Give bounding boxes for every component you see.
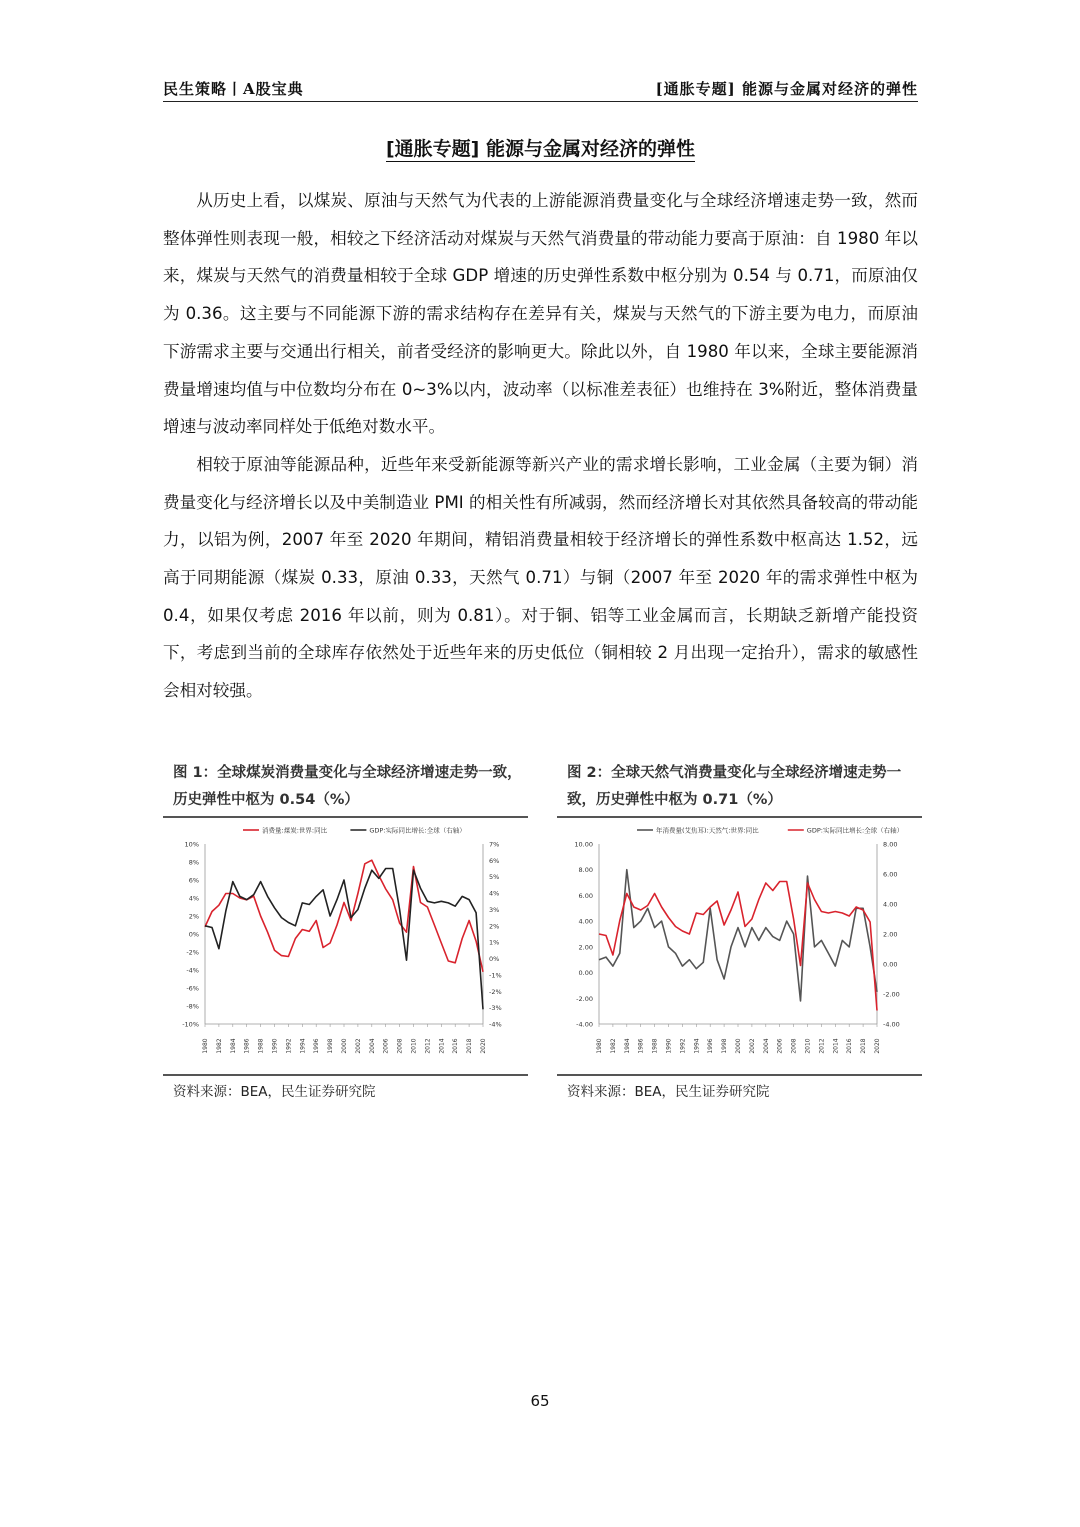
- y-tick-label-left: 8%: [188, 858, 199, 867]
- x-tick-label: 1998: [721, 1038, 729, 1054]
- y-tick-label-left: -2%: [186, 948, 199, 957]
- x-tick-label: 2004: [368, 1038, 376, 1054]
- y-tick-label-right: 4%: [489, 889, 500, 898]
- x-tick-label: 2010: [804, 1038, 812, 1054]
- y-tick-label-right: 6.00: [883, 870, 898, 879]
- y-tick-label-left: 2%: [188, 912, 199, 921]
- x-tick-label: 2012: [424, 1038, 432, 1054]
- x-tick-label: 2014: [832, 1038, 840, 1054]
- y-tick-label-left: -2.00: [576, 994, 593, 1003]
- y-tick-label-right: 4.00: [883, 900, 898, 909]
- y-tick-label-right: 7%: [489, 840, 500, 849]
- x-tick-label: 1990: [271, 1038, 279, 1054]
- x-tick-label: 1992: [679, 1038, 687, 1054]
- chart-container: [163, 816, 528, 1076]
- header-series-title: 民生策略丨A股宝典: [163, 80, 304, 98]
- x-tick-label: 1984: [623, 1038, 631, 1054]
- paragraph: 相较于原油等能源品种，近些年来受新能源等新兴产业的需求增长影响，工业金属（主要为铜）消费量变化与经济增长以及中美制造业 PMI 的相关性有所减弱，然而经济增长对其依然具备较高的带动能力，以铝为例，2007 年至 2020 年期间，精铝消费量相较于经济增长的弹性系数中枢高达 1.52，远高于同期能源（煤炭 0.33，原油 0.33，天然气 0.71）与铜（2007 年至 2020 年的需求弹性中枢为 0.4，如果仅考虑 2016 年以前，则为 0.81）。对于铜、铝等工业金属而言，长期缺乏新增产能投资下，考虑到当前的全球库存依然处于近些年来的历史低位（铜相较 2 月出现一定抬升），需求的敏感性会相对较强。: [163, 454, 918, 701]
- x-tick-label: 1998: [327, 1038, 335, 1054]
- x-tick-label: 2000: [735, 1038, 742, 1054]
- x-tick-label: 1984: [229, 1038, 237, 1054]
- y-tick-label-right: 3%: [489, 905, 500, 914]
- paragraph: 从历史上看，以煤炭、原油与天然气为代表的上游能源消费量变化与全球经济增速走势一致，然而整体弹性则表现一般，相较之下经济活动对煤炭与天然气消费量的带动能力要高于原油：自 1980 年以来，煤炭与天然气的消费量相较于全球 GDP 增速的历史弹性系数中枢分别为 0.54 与 0.71，而原油仅为 0.36。这主要与不同能源下游的需求结构存在差异有关，煤炭与天然气的下游主要为电力，而原油下游需求主要与交通出行相关，前者受经济的影响更大。除此以外，自 1980 年以来，全球主要能源消费量增速均值与中位数均分布在 0~3%以内，波动率（以标准差表征）也维持在 3%附近，整体消费量增速与波动率同样处于低绝对数水平。: [163, 191, 918, 437]
- figure-2: [557, 760, 922, 1100]
- y-tick-label-left: -6%: [186, 984, 199, 993]
- y-tick-label-left: 10%: [184, 840, 199, 849]
- x-tick-label: 1988: [257, 1038, 265, 1054]
- y-tick-label-left: -8%: [186, 1002, 199, 1011]
- x-tick-label: 2004: [762, 1038, 770, 1054]
- y-tick-label-right: -4.00: [883, 1020, 900, 1029]
- y-tick-label-right: 0%: [489, 955, 500, 964]
- x-tick-label: 2000: [341, 1038, 348, 1054]
- y-tick-label-right: 8.00: [883, 840, 898, 849]
- legend-label: 消费量:煤炭:世界:同比: [262, 826, 328, 835]
- x-tick-label: 2012: [818, 1038, 826, 1054]
- series-line-1: [599, 882, 877, 1011]
- x-tick-label: 2006: [776, 1038, 784, 1054]
- x-tick-label: 2020: [480, 1038, 487, 1054]
- running-header: [163, 74, 918, 102]
- x-tick-label: 2008: [396, 1038, 404, 1054]
- figure-source: 资料来源：BEA，民生证券研究院: [173, 1084, 376, 1100]
- y-tick-label-right: 2%: [489, 922, 500, 931]
- x-tick-label: 2018: [466, 1038, 474, 1054]
- y-tick-label-left: 8.00: [578, 866, 593, 875]
- figure-source: 资料来源：BEA，民生证券研究院: [567, 1084, 770, 1100]
- y-tick-label-left: 6%: [188, 876, 199, 885]
- y-tick-label-left: 2.00: [578, 943, 593, 952]
- x-tick-label: 1990: [665, 1038, 673, 1054]
- series-line-0: [205, 860, 483, 972]
- y-tick-label-left: 0%: [188, 930, 199, 939]
- x-tick-label: 2018: [860, 1038, 868, 1054]
- page-number: 65: [530, 1392, 550, 1410]
- chart-gas-vs-gdp: [557, 818, 922, 1074]
- x-tick-label: 2016: [846, 1038, 854, 1054]
- x-tick-label: 1986: [637, 1038, 645, 1054]
- figure-caption: 图 1：全球煤炭消费量变化与全球经济增速走势一致，历史弹性中枢为 0.54（%）: [173, 765, 522, 808]
- chart-container: [557, 816, 922, 1076]
- y-tick-label-left: 6.00: [578, 891, 593, 900]
- article-title-text: [通胀专题] 能源与金属对经济的弹性: [386, 138, 695, 160]
- x-tick-label: 1994: [693, 1038, 701, 1054]
- x-tick-label: 1982: [609, 1038, 617, 1054]
- x-tick-label: 2016: [452, 1038, 460, 1054]
- y-tick-label-left: 4.00: [578, 917, 593, 926]
- article-title: [163, 134, 918, 161]
- x-tick-label: 1988: [651, 1038, 659, 1054]
- y-tick-label-right: 1%: [489, 938, 500, 947]
- series-line-0: [599, 870, 877, 1001]
- x-tick-label: 1982: [215, 1038, 223, 1054]
- x-tick-label: 2006: [382, 1038, 390, 1054]
- x-tick-label: 1980: [202, 1038, 209, 1054]
- y-tick-label-left: 0.00: [578, 969, 593, 978]
- y-tick-label-left: 10.00: [574, 840, 593, 849]
- y-tick-label-right: 6%: [489, 856, 500, 865]
- y-tick-label-left: -4%: [186, 966, 199, 975]
- x-tick-label: 2010: [410, 1038, 418, 1054]
- y-tick-label-right: 0.00: [883, 960, 898, 969]
- y-tick-label-left: -4.00: [576, 1020, 593, 1029]
- x-tick-label: 2020: [874, 1038, 881, 1054]
- legend-label: GDP:实际同比增长:全球（右轴）: [806, 826, 904, 835]
- x-tick-label: 2002: [748, 1038, 756, 1054]
- header-topic-title: [通胀专题] 能源与金属对经济的弹性: [655, 80, 918, 98]
- figure-1: [163, 760, 528, 1100]
- x-tick-label: 2002: [354, 1038, 362, 1054]
- x-tick-label: 1996: [707, 1038, 715, 1054]
- y-tick-label-right: -4%: [489, 1020, 502, 1029]
- x-tick-label: 1986: [243, 1038, 251, 1054]
- legend-label: 年消费量(艾焦耳):天然气:世界:同比: [656, 826, 759, 835]
- x-tick-label: 2008: [790, 1038, 798, 1054]
- x-tick-label: 1992: [285, 1038, 293, 1054]
- y-tick-label-right: -2%: [489, 987, 502, 996]
- y-tick-label-right: 5%: [489, 873, 500, 882]
- x-tick-label: 1996: [313, 1038, 321, 1054]
- series-line-1: [205, 869, 483, 1010]
- y-tick-label-left: -10%: [182, 1020, 199, 1029]
- y-tick-label-left: 4%: [188, 894, 199, 903]
- x-tick-label: 2014: [438, 1038, 446, 1054]
- y-tick-label-right: -1%: [489, 971, 502, 980]
- y-tick-label-right: -2.00: [883, 990, 900, 999]
- legend-label: GDP:实际同比增长:全球（右轴）: [369, 826, 466, 835]
- figure-caption: 图 2：全球天然气消费量变化与全球经济增速走势一致，历史弹性中枢为 0.71（%）: [567, 765, 902, 808]
- y-tick-label-right: 2.00: [883, 930, 898, 939]
- y-tick-label-right: -3%: [489, 1004, 502, 1013]
- article-body: [163, 182, 918, 710]
- x-tick-label: 1994: [299, 1038, 307, 1054]
- x-tick-label: 1980: [596, 1038, 603, 1054]
- chart-coal-vs-gdp: [163, 818, 528, 1074]
